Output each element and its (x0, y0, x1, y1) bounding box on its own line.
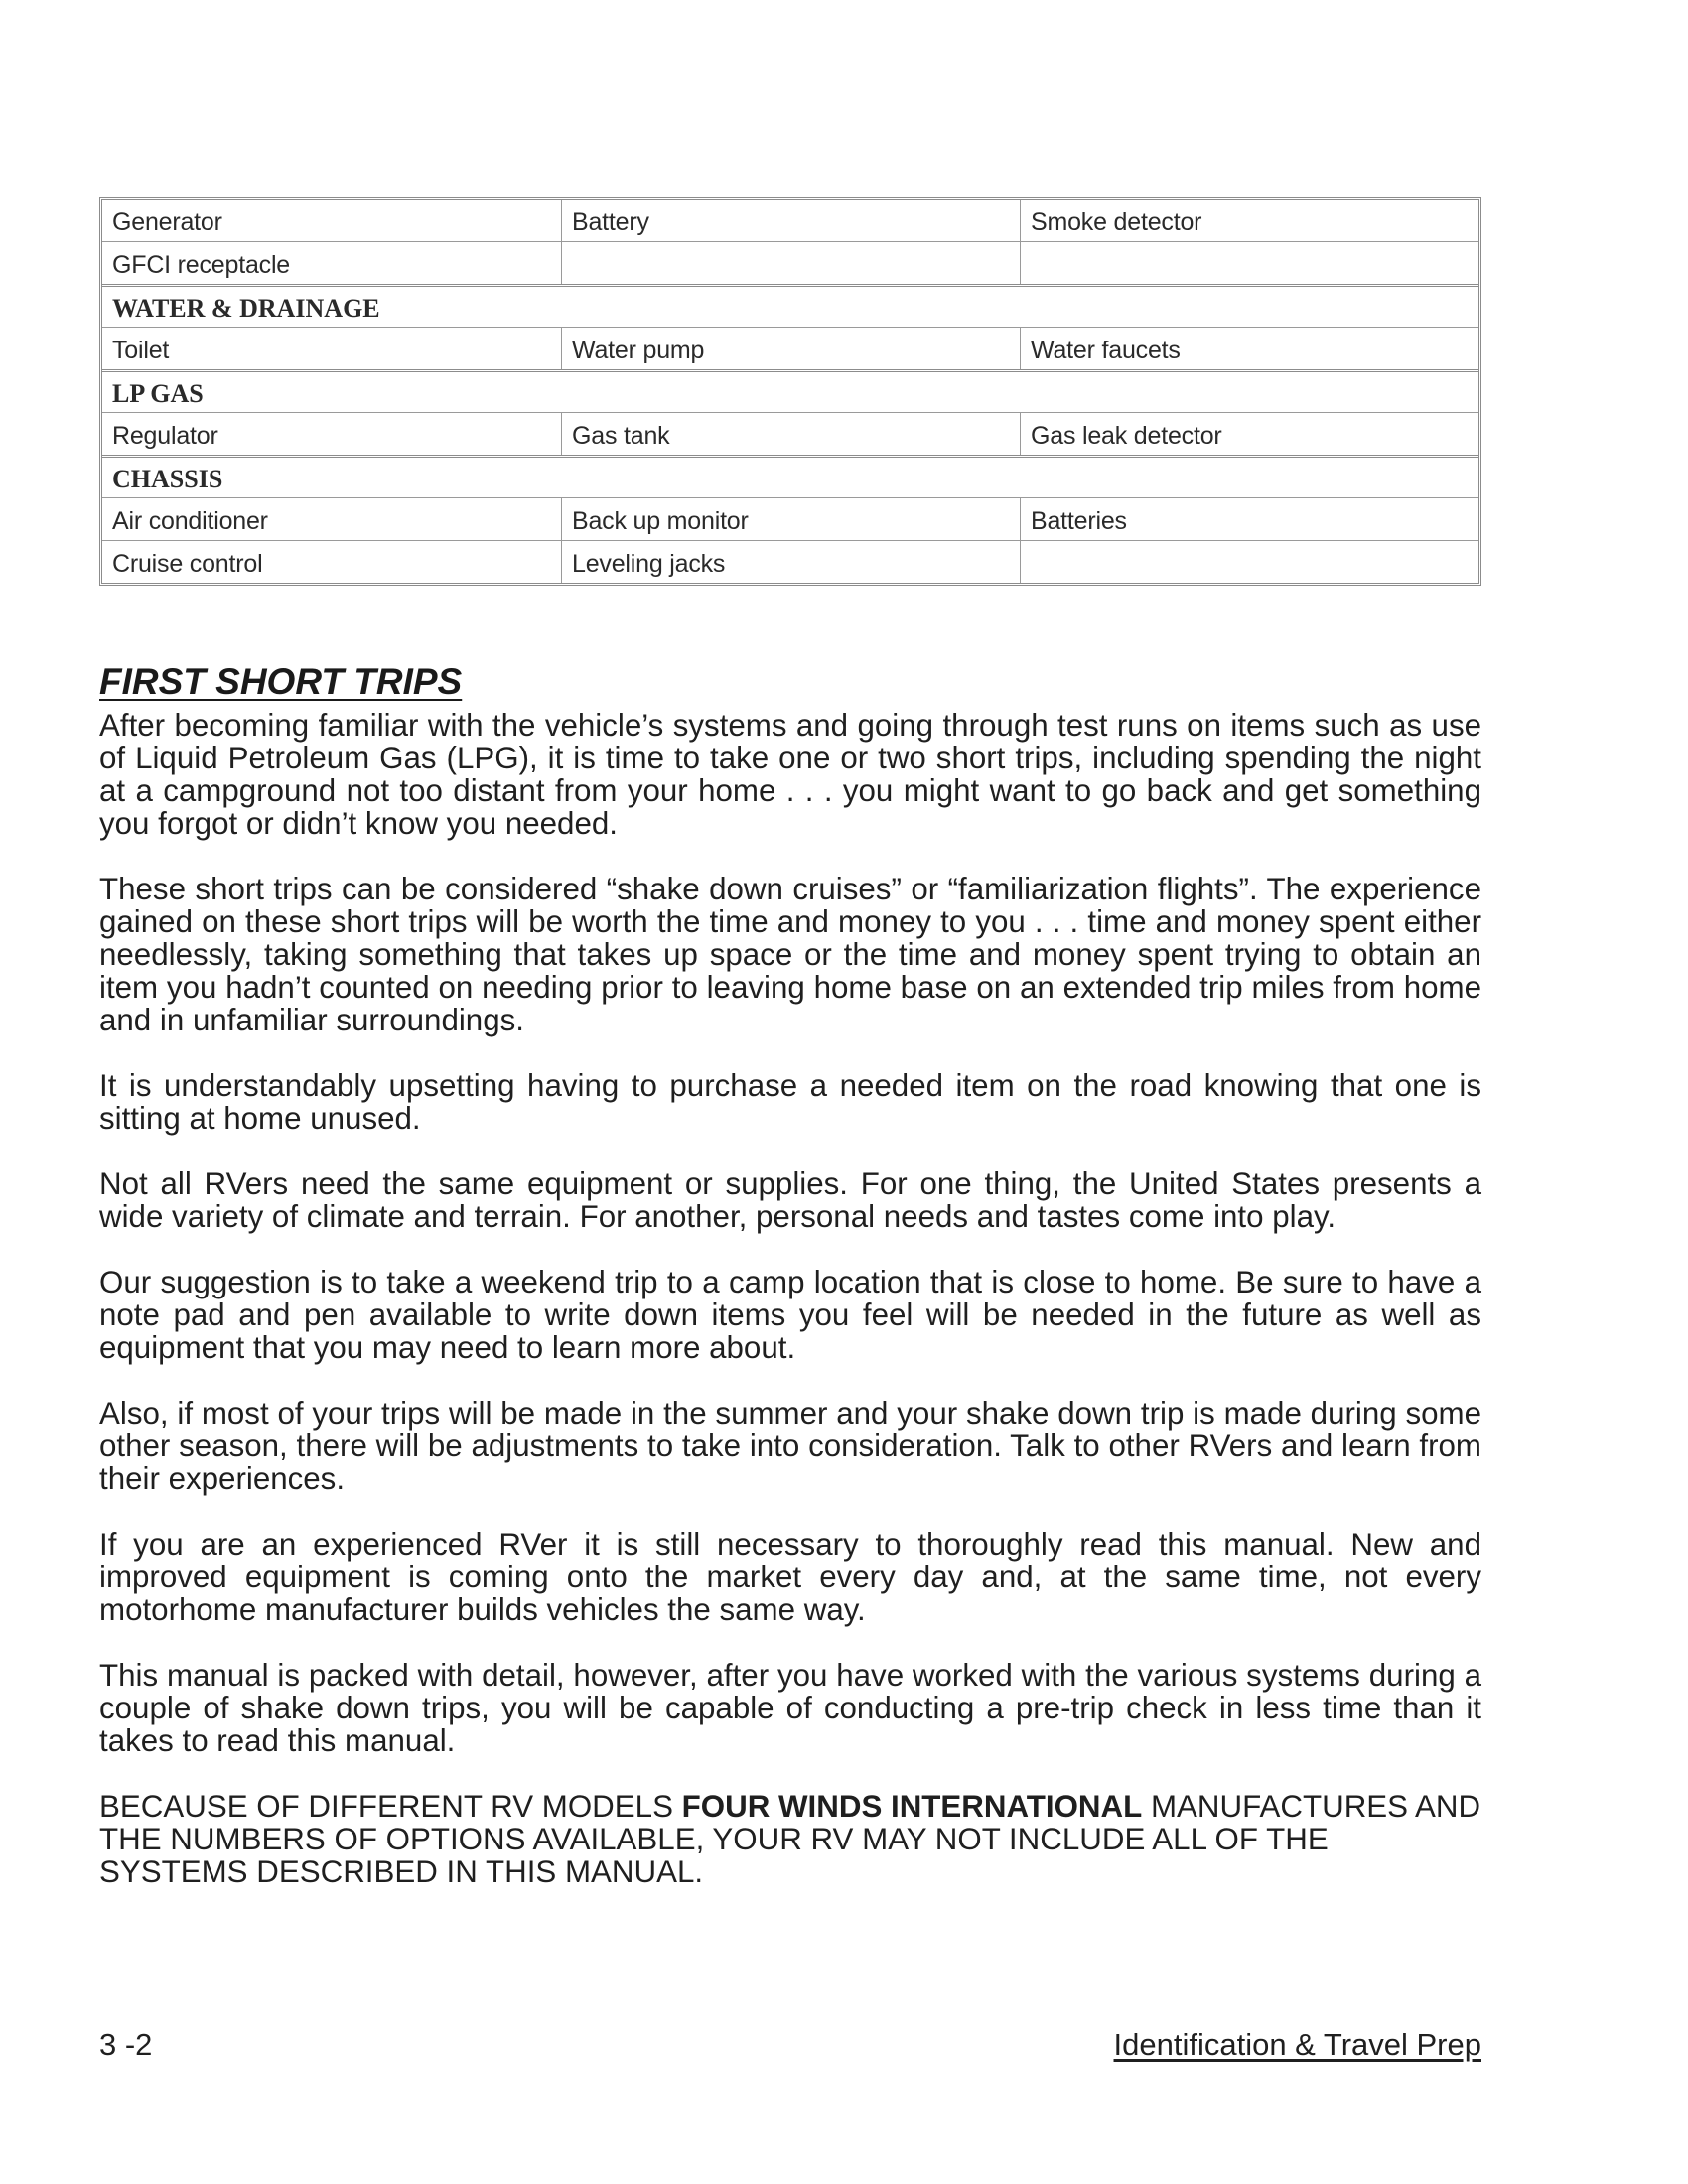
table-row (102, 413, 1478, 455)
body-text (99, 709, 1481, 1921)
page-number: 3 -2 (99, 2027, 153, 2062)
paragraph: After becoming familiar with the vehicle’s systems and going through test runs on items such as use of Liquid Petroleum Gas (LPG), it is time to take one or two short trips, including spending the night at a campground not too distant from your home . . . you might want to go back and get something you forgot or didn’t know you needed. (99, 708, 1481, 841)
table-cell: Back up monitor (561, 498, 1020, 540)
paragraph: Our suggestion is to take a weekend trip to a camp location that is close to home. Be sure to have a note pad and pen available to write down items you feel will be needed in the future as well as equipment that you may need to learn more about. (99, 1265, 1481, 1365)
paragraph: It is understandably upsetting having to purchase a needed item on the road knowing that one is sitting at home unused. (99, 1068, 1481, 1136)
notice-text-start: BECAUSE OF DIFFERENT RV MODELS (99, 1789, 682, 1824)
table-cell: Generator (112, 208, 222, 236)
table-cell: Battery (561, 200, 1020, 241)
section-heading-lp-gas: LP GAS (102, 372, 1478, 413)
options-notice (99, 1790, 1481, 1888)
table-cell (561, 242, 1020, 284)
table-cell: Cruise control (112, 550, 263, 578)
footer-section-name: Identification & Travel Prep (1113, 2027, 1481, 2062)
table-cell (1020, 541, 1478, 583)
paragraph: This manual is packed with detail, however, after you have worked with the various systems during a couple of shake down trips, you will be capable of conducting a pre-trip check in less time than it takes to read this manual. (99, 1658, 1481, 1758)
checklist-section-water (102, 284, 1478, 369)
table-cell: Toilet (112, 337, 170, 364)
table-row (102, 241, 1478, 284)
table-row (102, 328, 1478, 369)
table-cell (1020, 242, 1478, 284)
table-cell: Regulator (112, 422, 218, 450)
section-heading-chassis: CHASSIS (102, 458, 1478, 498)
paragraph: If you are an experienced RVer it is still necessary to thoroughly read this manual. New and improved equipment is coming onto the market every day and, at the same time, not every motorhome manufacturer builds vehicles the same way. (99, 1527, 1481, 1627)
table-cell: Water faucets (1020, 328, 1478, 369)
notice-text-end: MANUFACTURES AND THE NUMBERS OF OPTIONS AVAILABLE, YOUR RV MAY NOT INCLUDE ALL OF THE SYSTEMS DESCRIBED IN THIS MANUAL. (99, 1789, 1481, 1889)
section-title: FIRST SHORT TRIPS (99, 661, 463, 702)
table-cell: Gas tank (561, 413, 1020, 455)
systems-checklist-table (99, 197, 1481, 586)
paragraph: Also, if most of your trips will be made in the summer and your shake down trip is made during some other season, there will be adjustments to take into consideration. Talk to other RVers and learn from their experiences. (99, 1396, 1481, 1496)
section-heading-water-drainage: WATER & DRAINAGE (102, 287, 1478, 328)
table-cell: Batteries (1020, 498, 1478, 540)
table-row (102, 498, 1478, 540)
table-cell: Gas leak detector (1020, 413, 1478, 455)
table-cell: Water pump (561, 328, 1020, 369)
manufacturer-name: FOUR WINDS INTERNATIONAL (681, 1789, 1143, 1824)
table-cell: Leveling jacks (561, 541, 1020, 583)
table-cell: Air conditioner (112, 507, 268, 535)
table-cell: Smoke detector (1020, 200, 1478, 241)
checklist-section-electrical (102, 200, 1478, 284)
paragraph: These short trips can be considered “shake down cruises” or “familiarization flights”. The experience gained on these short trips will be worth the time and money to you . . . time and money spent either needlessly, taking something that takes up space or the time and money spent trying to obtain an item you hadn’t counted on needing prior to leaving home base on an extended trip miles from home and in unfamiliar surroundings. (99, 872, 1481, 1037)
table-row (102, 200, 1478, 241)
checklist-section-chassis (102, 455, 1478, 583)
checklist-section-lp-gas (102, 369, 1478, 455)
table-row (102, 540, 1478, 583)
table-cell: GFCI receptacle (112, 251, 291, 279)
paragraph: Not all RVers need the same equipment or supplies. For one thing, the United States presents a wide variety of climate and terrain. For another, personal needs and tastes come into play. (99, 1166, 1481, 1234)
